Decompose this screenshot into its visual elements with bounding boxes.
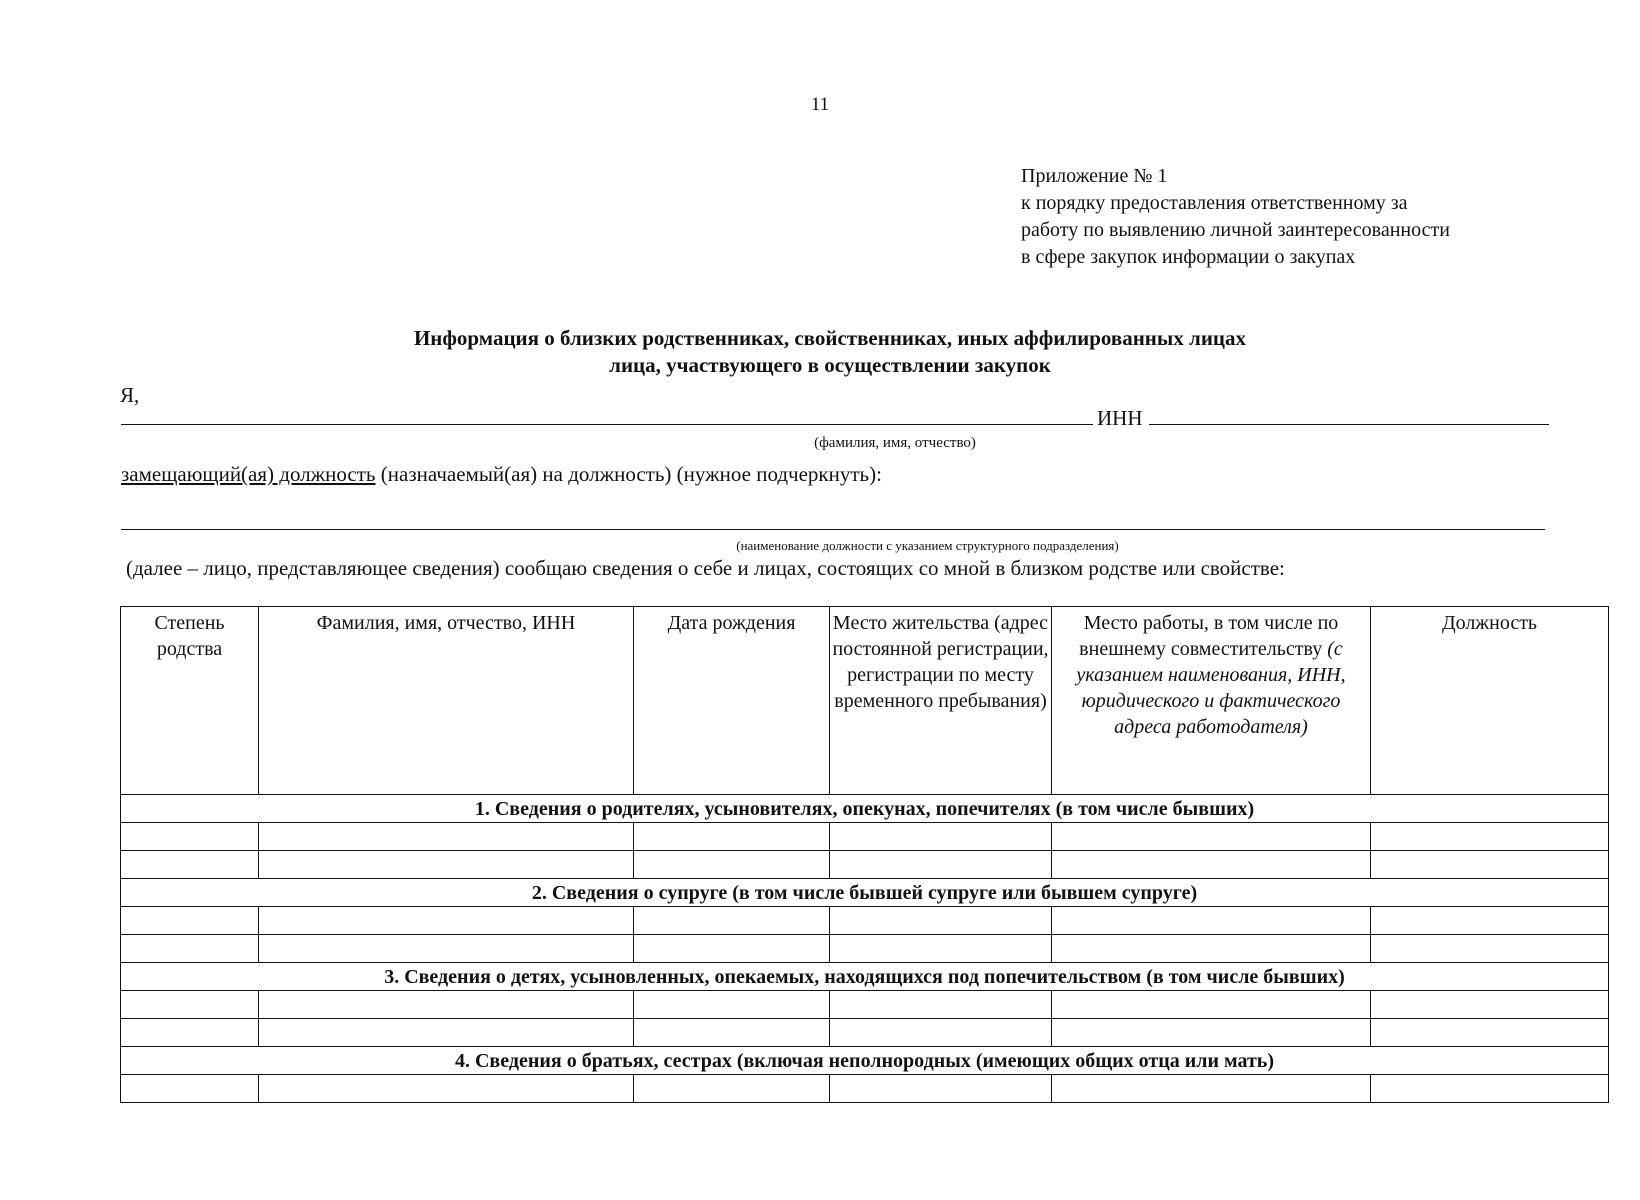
header-workplace-italic: (с указанием наименования, ИНН, юридического и фактического адреса работодателя)	[1076, 638, 1346, 738]
position-blank-line[interactable]	[121, 529, 1545, 530]
fio-blank-line[interactable]	[121, 424, 1093, 425]
cell[interactable]	[634, 823, 830, 851]
cell[interactable]	[259, 851, 634, 879]
cell[interactable]	[1052, 991, 1371, 1019]
appendix-line: в сфере закупок информации о закупах	[1021, 246, 1356, 268]
cell[interactable]	[634, 851, 830, 879]
section-row	[121, 795, 1609, 823]
appendix-line: Приложение № 1	[1021, 165, 1168, 187]
cell[interactable]	[259, 823, 634, 851]
table-row	[121, 1075, 1609, 1103]
cell[interactable]	[121, 1075, 259, 1103]
fio-caption: (фамилия, имя, отчество)	[814, 435, 976, 451]
cell[interactable]	[634, 907, 830, 935]
cell[interactable]	[121, 851, 259, 879]
cell[interactable]	[259, 935, 634, 963]
cell[interactable]	[634, 1075, 830, 1103]
title-line-2: лица, участвующего в осуществлении закупок	[609, 353, 1051, 377]
section-row	[121, 1047, 1609, 1075]
cell[interactable]	[1371, 1075, 1609, 1103]
cell[interactable]	[1371, 851, 1609, 879]
position-rest: (назначаемый(ая) на должность) (нужное подчеркнуть):	[375, 462, 882, 486]
appendix-line: к порядку предоставления ответственному за	[1021, 192, 1408, 214]
section-3-title: 3. Сведения о детях, усыновленных, опекаемых, находящихся под попечительством (в том числе бывших)	[121, 963, 1609, 991]
cell[interactable]	[259, 1019, 634, 1047]
cell[interactable]	[830, 1019, 1052, 1047]
header-full-name: Фамилия, имя, отчество, ИНН	[259, 607, 634, 795]
header-residence: Место жительства (адрес постоянной регистрации, регистрации по месту временного пребывания)	[830, 607, 1052, 795]
intro-text: (далее – лицо, представляющее сведения) сообщаю сведения о себе и лицах, состоящих со мной в близком родстве или свойстве:	[126, 556, 1285, 580]
cell[interactable]	[830, 907, 1052, 935]
section-row	[121, 879, 1609, 907]
cell[interactable]	[121, 823, 259, 851]
cell[interactable]	[1052, 1075, 1371, 1103]
cell[interactable]	[1371, 823, 1609, 851]
cell[interactable]	[1052, 1019, 1371, 1047]
cell[interactable]	[259, 1075, 634, 1103]
section-4-title: 4. Сведения о братьях, сестрах (включая неполнородных (имеющих общих отца или мать)	[121, 1047, 1609, 1075]
cell[interactable]	[1052, 935, 1371, 963]
cell[interactable]	[634, 1019, 830, 1047]
header-kinship: Степень родства	[121, 607, 259, 795]
cell[interactable]	[830, 851, 1052, 879]
cell[interactable]	[1371, 1019, 1609, 1047]
table-row	[121, 851, 1609, 879]
cell[interactable]	[830, 1075, 1052, 1103]
document-title	[0, 325, 1640, 379]
header-workplace-plain: Место работы, в том числе по внешнему совместительству	[1079, 612, 1339, 660]
cell[interactable]	[830, 935, 1052, 963]
position-statement	[121, 462, 882, 487]
header-position: Должность	[1371, 607, 1609, 795]
cell[interactable]	[830, 823, 1052, 851]
ya-label: Я,	[120, 383, 140, 407]
cell[interactable]	[121, 907, 259, 935]
cell[interactable]	[259, 907, 634, 935]
header-workplace	[1052, 607, 1371, 795]
cell[interactable]	[830, 991, 1052, 1019]
position-caption: (наименование должности с указанием структурного подразделения)	[736, 538, 1119, 553]
header-row	[121, 607, 1609, 795]
cell[interactable]	[1052, 851, 1371, 879]
header-birth-date: Дата рождения	[634, 607, 830, 795]
appendix-note	[1021, 163, 1581, 271]
position-underlined: замещающий(ая) должность	[121, 462, 376, 486]
cell[interactable]	[634, 935, 830, 963]
cell[interactable]	[1371, 907, 1609, 935]
section-row	[121, 963, 1609, 991]
cell[interactable]	[1371, 935, 1609, 963]
cell[interactable]	[121, 991, 259, 1019]
title-line-1: Информация о близких родственниках, свойственниках, иных аффилированных лицах	[413, 326, 1247, 350]
cell[interactable]	[1052, 907, 1371, 935]
page-number: 11	[810, 94, 830, 115]
relatives-table	[120, 606, 1609, 1103]
cell[interactable]	[634, 991, 830, 1019]
inn-label: ИНН	[1097, 406, 1143, 430]
cell[interactable]	[259, 991, 634, 1019]
table-row	[121, 1019, 1609, 1047]
table-row	[121, 907, 1609, 935]
cell[interactable]	[1052, 823, 1371, 851]
table-row	[121, 935, 1609, 963]
section-2-title: 2. Сведения о супруге (в том числе бывшей супруге или бывшем супруге)	[121, 879, 1609, 907]
inn-blank-line[interactable]	[1149, 424, 1549, 425]
cell[interactable]	[121, 935, 259, 963]
appendix-line: работу по выявлению личной заинтересованности	[1021, 219, 1450, 241]
section-1-title: 1. Сведения о родителях, усыновителях, опекунах, попечителях (в том числе бывших)	[121, 795, 1609, 823]
cell[interactable]	[1371, 991, 1609, 1019]
table-row	[121, 991, 1609, 1019]
cell[interactable]	[121, 1019, 259, 1047]
table-row	[121, 823, 1609, 851]
